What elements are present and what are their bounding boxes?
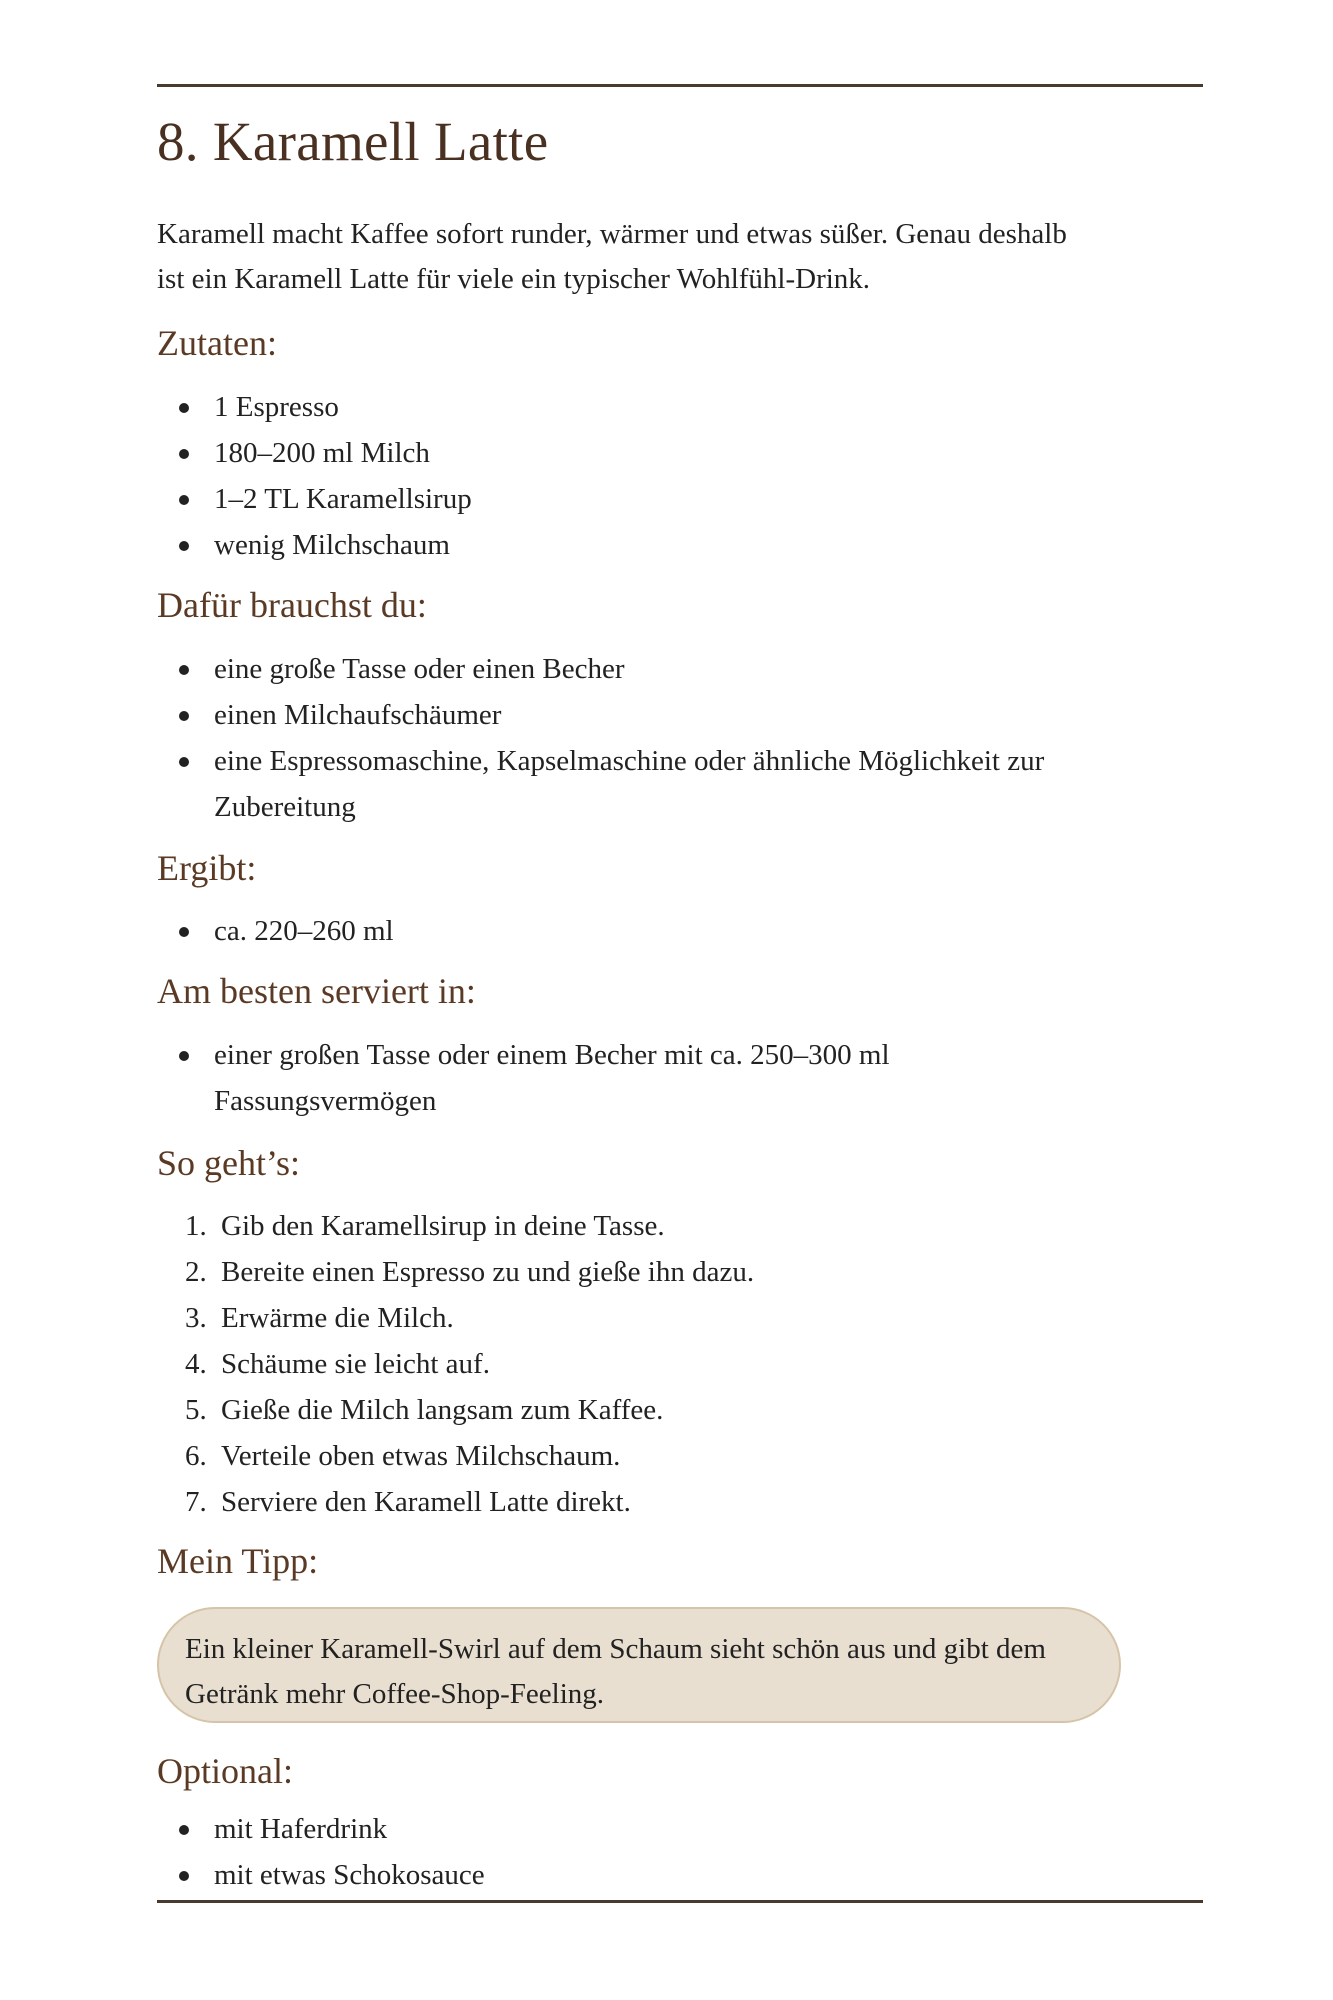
list-item: 6. Verteile oben etwas Milchschaum. <box>185 1440 621 1472</box>
ingredients-list <box>157 384 472 568</box>
bullet-icon <box>179 711 189 721</box>
equipment-heading: Dafür brauchst du: <box>157 585 427 625</box>
bullet-icon <box>179 757 189 767</box>
list-item: wenig Milchschaum <box>157 522 472 568</box>
bullet-icon <box>179 1825 189 1835</box>
bottom-divider <box>157 1900 1203 1903</box>
bullet-icon <box>179 1051 189 1061</box>
list-item: eine Espressomaschine, Kapselmaschine oder ähnliche Möglichkeit zur Zubereitung <box>157 738 1074 830</box>
recipe-page <box>157 0 1203 2000</box>
serving-heading: Am besten serviert in: <box>157 971 476 1011</box>
steps-list <box>157 1203 754 1525</box>
bullet-icon <box>179 449 189 459</box>
list-item: 5. Gieße die Milch langsam zum Kaffee. <box>185 1394 664 1426</box>
intro-paragraph: Karamell macht Kaffee sofort runder, wärmer und etwas süßer. Genau deshalb ist ein Karamell Latte für viele ein typischer Wohlfühl-Drink. <box>157 218 1067 295</box>
top-divider <box>157 84 1203 87</box>
optional-list <box>157 1806 485 1898</box>
yield-heading: Ergibt: <box>157 848 257 888</box>
list-item: einer großen Tasse oder einem Becher mit ca. 250–300 ml Fassungsvermögen <box>157 1032 1014 1124</box>
list-item: eine große Tasse oder einen Becher <box>157 646 1074 692</box>
tip-text: Ein kleiner Karamell-Swirl auf dem Schaum sieht schön aus und gibt dem Getränk mehr Coffee-Shop-Feeling. <box>185 1633 1046 1710</box>
ingredients-heading: Zutaten: <box>157 323 277 363</box>
bullet-icon <box>179 495 189 505</box>
bullet-icon <box>179 927 189 937</box>
list-item: mit etwas Schokosauce <box>157 1852 485 1898</box>
bullet-icon <box>179 541 189 551</box>
list-item: 4. Schäume sie leicht auf. <box>185 1348 490 1380</box>
equipment-list <box>157 646 1074 830</box>
list-item: 1 Espresso <box>157 384 472 430</box>
list-item: 2. Bereite einen Espresso zu und gieße ihn dazu. <box>185 1256 755 1288</box>
list-item: 1. Gib den Karamellsirup in deine Tasse. <box>185 1210 665 1242</box>
list-item: 180–200 ml Milch <box>157 430 472 476</box>
yield-list <box>157 908 394 954</box>
bullet-icon <box>179 403 189 413</box>
list-item: einen Milchaufschäumer <box>157 692 1074 738</box>
bullet-icon <box>179 665 189 675</box>
recipe-title: 8. Karamell Latte <box>157 111 549 172</box>
bullet-icon <box>179 1871 189 1881</box>
list-item: 1–2 TL Karamellsirup <box>157 476 472 522</box>
tip-heading: Mein Tipp: <box>157 1541 319 1581</box>
list-item: mit Haferdrink <box>157 1806 485 1852</box>
list-item: 7. Serviere den Karamell Latte direkt. <box>185 1486 631 1518</box>
tip-box <box>157 1607 1121 1723</box>
optional-heading: Optional: <box>157 1751 293 1791</box>
list-item: 3. Erwärme die Milch. <box>185 1302 454 1334</box>
serving-list <box>157 1032 1014 1124</box>
list-item: ca. 220–260 ml <box>157 908 394 954</box>
steps-heading: So geht’s: <box>157 1143 301 1183</box>
